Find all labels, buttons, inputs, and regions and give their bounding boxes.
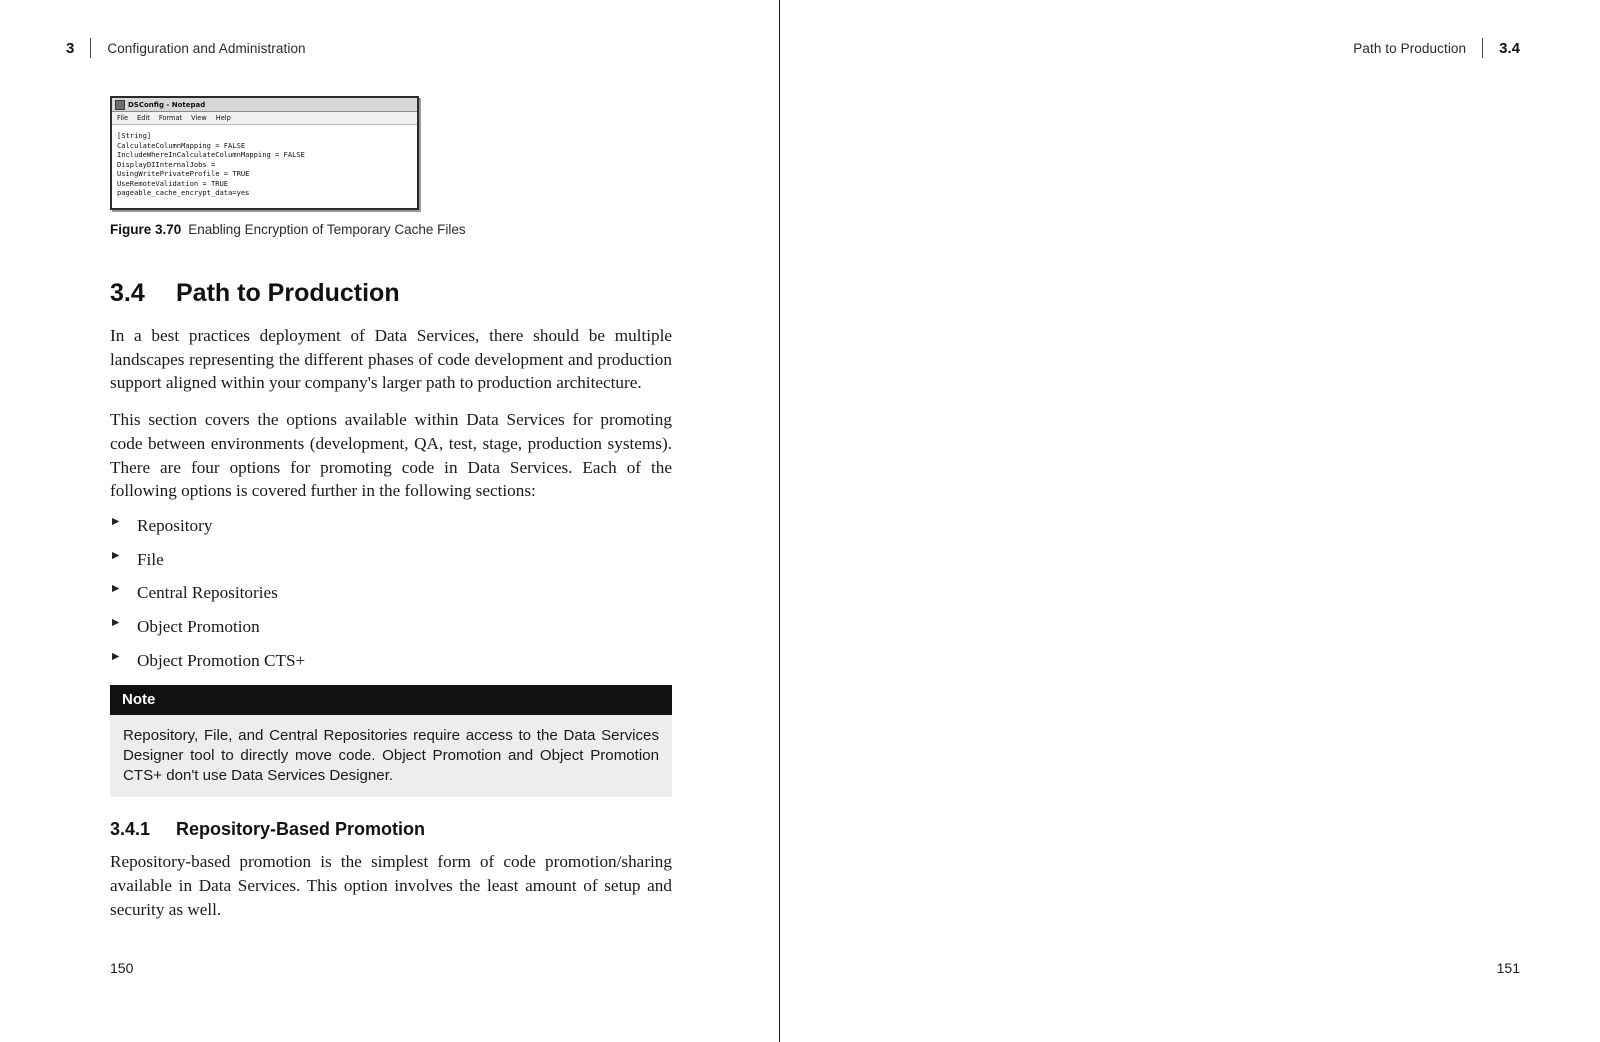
list-item: ▶ Object Promotion CTS+ <box>110 651 672 672</box>
list-item: ▶ Object Promotion <box>110 617 672 638</box>
notepad-titlebar <box>112 98 417 112</box>
figure-3-70 <box>110 96 672 237</box>
right-page <box>780 0 1600 1042</box>
right-running-head <box>1353 36 1520 60</box>
section-running-number: 3.4 <box>1499 39 1520 57</box>
figure-3-70-caption <box>110 222 672 237</box>
running-head-divider <box>1482 38 1483 58</box>
figure-3-70-label: Figure 3.70 <box>110 222 182 237</box>
notepad-text-area[interactable]: [String] CalculateColumnMapping = FALSE IncludeWhereInCalculateColumnMapping = FALSE DisplayDIInternalJobs = UsingWritePrivateProfile = TRUE UseRemoteValidation = TRUE pageable_cache_encrypt_data=yes <box>117 131 305 197</box>
list-item: ▶ File <box>110 550 672 571</box>
notepad-menu-format[interactable]: Format <box>158 114 183 122</box>
notepad-menu-file[interactable]: File <box>117 114 129 122</box>
list-item: ▶ Central Repositories <box>110 583 672 604</box>
note-box-heading: Note <box>110 685 672 715</box>
notepad-menu-view[interactable]: View <box>191 114 207 122</box>
section-number: 3.4 <box>110 279 145 307</box>
section-running-title: Path to Production <box>1353 40 1467 56</box>
right-page-number: 151 <box>1496 960 1520 976</box>
subsection-heading-3-4-1 <box>110 819 672 840</box>
notepad-app-icon <box>115 100 125 110</box>
left-text-column <box>110 96 672 934</box>
list-item: ▶ Repository <box>110 516 672 537</box>
promotion-options-list <box>110 516 672 671</box>
section-heading-3-4 <box>110 279 672 308</box>
paragraph-1: In a best practices deployment of Data Services, there should be multiple landscapes representing the different phases of code development and production support aligned within your company's larger path to production architecture. <box>110 326 672 393</box>
paragraph-3: Repository-based promotion is the simplest form of code promotion/sharing available in Data Services. This option involves the least amount of setup and security as well. <box>110 852 672 919</box>
chapter-number: 3 <box>66 39 75 57</box>
paragraph-2: This section covers the options available within Data Services for promoting code between environments (development, QA, test, stage, production systems). There are four options for promoting code in Data Services. Each of the following options is covered further in the following sections: <box>110 410 672 501</box>
chapter-title: Configuration and Administration <box>107 40 306 56</box>
subsection-number: 3.4.1 <box>110 819 151 840</box>
figure-3-70-title: Enabling Encryption of Temporary Cache Files <box>188 222 466 237</box>
left-running-head <box>66 36 306 60</box>
notepad-menu-edit[interactable]: Edit <box>137 114 150 122</box>
section-title: Path to Production <box>176 279 400 307</box>
running-head-divider <box>90 38 91 58</box>
left-page-number: 150 <box>110 960 134 976</box>
left-page <box>0 0 779 1042</box>
notepad-menubar <box>112 112 417 125</box>
notepad-title-text: DSConfig - Notepad <box>128 100 206 109</box>
note-box <box>110 685 672 797</box>
note-box-body: Repository, File, and Central Repositories require access to the Data Services Designer tool to directly move code. Object Promotion and Object Promotion CTS+ don't use Data Services Designer. <box>110 715 672 797</box>
notepad-menu-help[interactable]: Help <box>215 114 231 122</box>
notepad-window <box>110 96 419 210</box>
subsection-title: Repository-Based Promotion <box>176 819 426 840</box>
